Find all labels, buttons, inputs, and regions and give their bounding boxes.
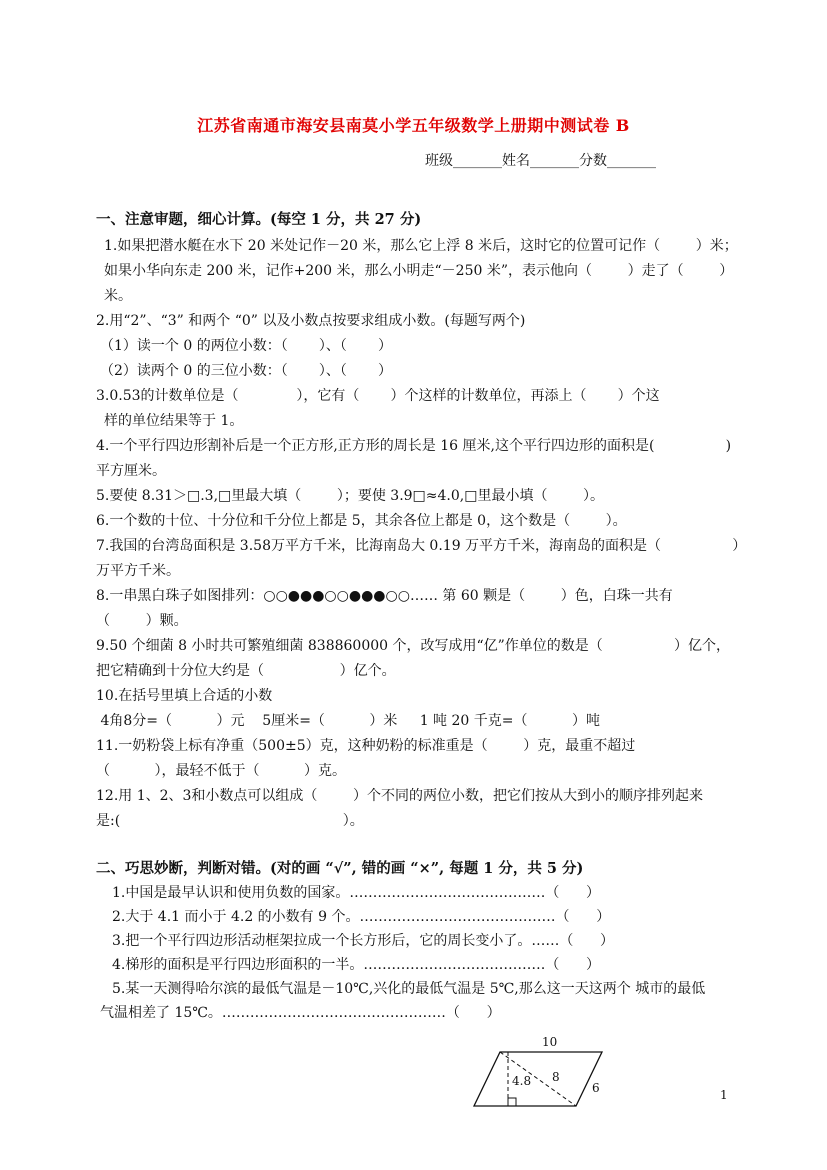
q4-line-2: 平方厘米。	[96, 463, 166, 479]
q9-line-2: 把它精确到十分位大约是（ ）亿个。	[96, 663, 396, 679]
q2-line-1: 2.用“2”、“3” 和两个 “0” 以及小数点按要求组成小数。(每题写两个)	[96, 313, 526, 329]
q3-line-2: 样的单位结果等于 1。	[104, 413, 244, 429]
parallelogram-figure	[468, 1032, 618, 1114]
q6-line: 6.一个数的十位、十分位和千分位上都是 5，其余各位上都是 0，这个数是（ ）。	[96, 513, 627, 529]
q7-line-1: 7.我国的台湾岛面积是 3.58万平方千米，比海南岛大 0.19 万平方千米，海南岛的面积是（ ）	[96, 538, 747, 554]
q1-line-2: 如果小华向东走 200 米，记作+200 米，那么小明走“－250 米”，表示他向（ ）走了（ ）	[104, 263, 734, 279]
q3-line-1: 3.0.53的计数单位是（ ），它有（ ）个这样的计数单位，再添上（ ）个这	[96, 388, 660, 404]
side-length-label: 6	[592, 1081, 600, 1095]
tf-item-5-line-2: 气温相差了 15℃。…………………………………………（ ）	[100, 1005, 501, 1021]
q12-line-2: 是:( ）。	[96, 813, 364, 829]
q1-line-3: 米。	[104, 288, 132, 304]
top-length-label: 10	[542, 1035, 558, 1049]
student-info-line: 班级_______姓名_______分数_______	[425, 153, 656, 169]
diagonal-label: 8	[552, 1070, 560, 1084]
section-1-heading: 一、注意审题，细心计算。(每空 1 分，共 27 分)	[96, 211, 422, 228]
q2-line-3: （2）读两个 0 的三位小数：（ ）、（ ）	[100, 363, 393, 379]
q10-line-1: 10.在括号里填上合适的小数	[96, 688, 273, 704]
height-label: 4.8	[512, 1074, 532, 1088]
q7-line-2: 万平方千米。	[96, 563, 180, 579]
q8-line-2: （ ）颗。	[96, 613, 188, 629]
page-title: 江苏省南通市海安县南莫小学五年级数学上册期中测试卷 B	[197, 116, 630, 135]
tf-item-5-line-1: 5.某一天测得哈尔滨的最低气温是－10℃,兴化的最低气温是 5℃,那么这一天这两个 城市的最低	[112, 981, 706, 997]
tf-item-2: 2.大于 4.1 而小于 4.2 的小数有 9 个。……………………………………（ ）	[112, 909, 611, 925]
section-2-heading: 二、巧思妙断，判断对错。(对的画 “√”, 错的画 “×”, 每题 1 分，共 5 分)	[96, 860, 584, 877]
q5-line: 5.要使 8.31＞□.3,□里最大填（ ）；要使 3.9□≈4.0,□里最小填（ ）。	[96, 488, 605, 504]
q10-line-2: 4角8分=（ ）元 5厘米=（ ）米 1 吨 20 千克=（ ）吨	[96, 713, 600, 729]
tf-item-3: 3.把一个平行四边形活动框架拉成一个长方形后，它的周长变小了。……（ ）	[112, 933, 615, 949]
tf-item-4: 4.梯形的面积是平行四边形面积的一半。…………………………………（ ）	[112, 957, 601, 973]
parallelogram-shape	[474, 1052, 602, 1106]
q9-line-1: 9.50 个细菌 8 小时共可繁殖细菌 838860000 个，改写成用“亿”作单位的数是（ ）亿个，	[96, 638, 731, 654]
q8-line-1: 8.一串黑白珠子如图排列：○○●●●○○●●●○○…… 第 60 颗是（ ）色，白珠一共有	[96, 588, 673, 604]
q4-line-1: 4.一个平行四边形割补后是一个正方形,正方形的周长是 16 厘米,这个平行四边形的面积是( )	[96, 438, 732, 454]
q12-line-1: 12.用 1、2、3和小数点可以组成（ ）个不同的两位小数，把它们按从大到小的顺序排列起来	[96, 788, 704, 804]
q11-line-2: （ ），最轻不低于（ ）克。	[96, 763, 347, 779]
q11-line-1: 11.一奶粉袋上标有净重（500±5）克，这种奶粉的标准重是（ ）克，最重不超过	[96, 738, 636, 754]
q2-line-2: （1）读一个 0 的两位小数：（ ）、（ ）	[100, 338, 393, 354]
right-angle-mark	[508, 1098, 516, 1106]
tf-item-1: 1.中国是最早认识和使用负数的国家。……………………………………（ ）	[112, 885, 601, 901]
q1-line-1: 1.如果把潜水艇在水下 20 米处记作－20 米，那么它上浮 8 米后，这时它的位置可记作（ ）米；	[104, 238, 738, 254]
page-number: 1	[720, 1088, 728, 1102]
